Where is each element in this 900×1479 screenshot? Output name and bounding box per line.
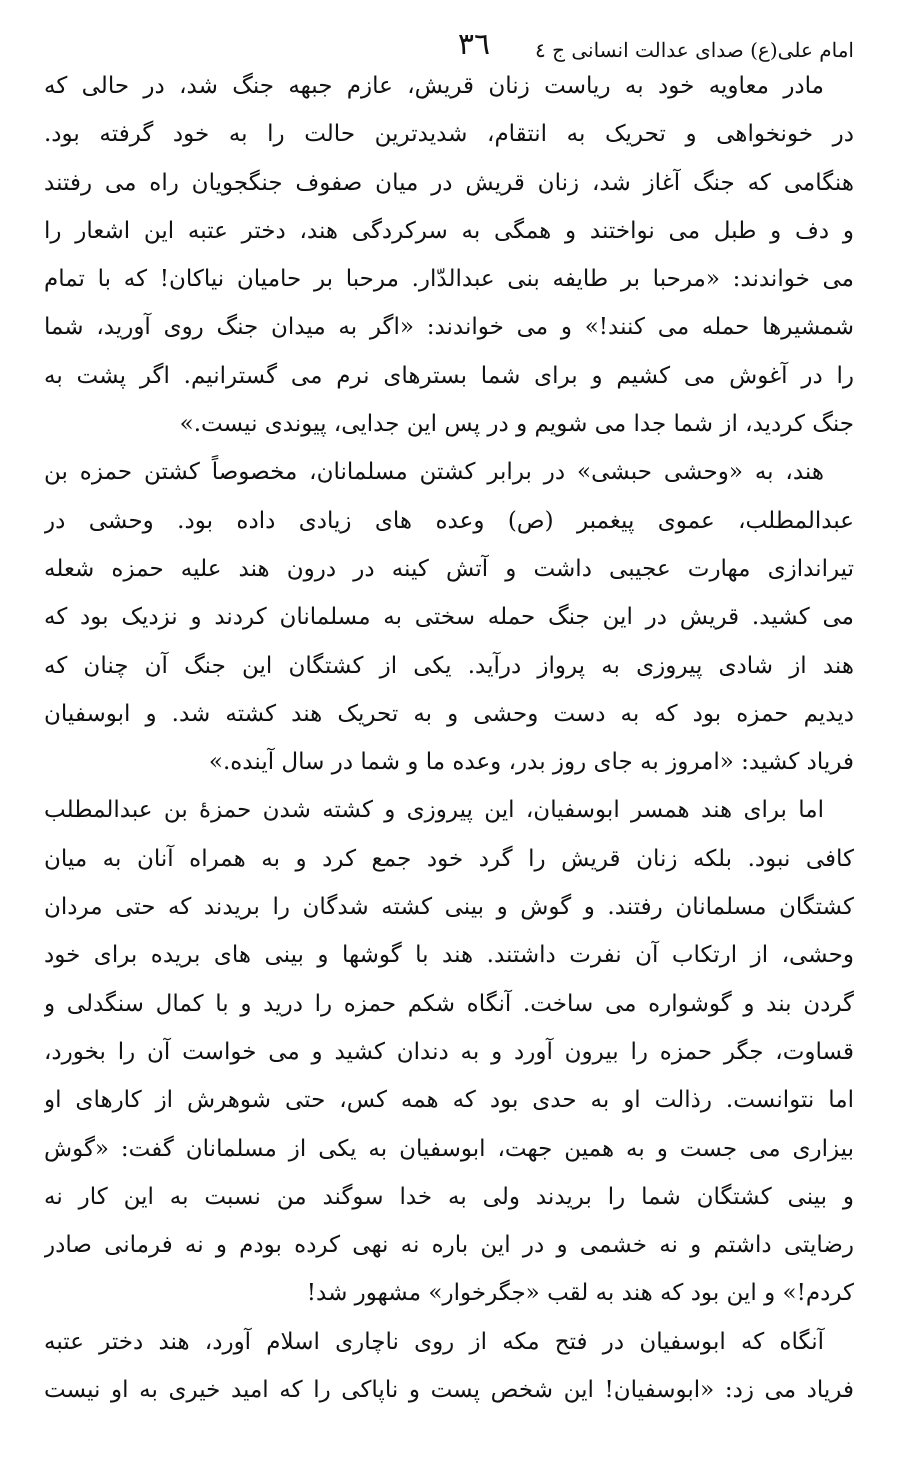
text-line: هند از شادی پیروزی به پرواز درآید. یکی از کشتگان این جنگ آن چنان که: [44, 652, 854, 679]
page-number: ٣٦: [457, 27, 491, 62]
text-line: آنگاه که ابوسفیان در فتح مکه از روی ناچاری اسلام آورد، هند دختر عتبه: [44, 1328, 824, 1355]
text-line: کافی نبود. بلکه زنان قریش را گرد خود جمع کرد و به همراه آنان به میان: [44, 845, 854, 872]
text-line: کردم!» و این بود که هند به لقب «جگرخوار» مشهور شد!: [306, 1280, 854, 1307]
text-line: عبدالمطلب، عموی پیغمبر (ص) وعده های زیادی داده بود. وحشی در: [44, 507, 854, 534]
text-line: گردن بند و گوشواره می ساخت. آنگاه شکم حمزه را درید و با کمال سنگدلی و: [44, 990, 854, 1017]
text-line: فریاد کشید: «امروز به جای روز بدر، وعده ما و شما در سال آینده.»: [208, 749, 854, 776]
text-line: می کشید. قریش در این جنگ حمله سختی به مسلمانان کردند و نزدیک بود که: [44, 604, 854, 631]
text-line: و بینی کشتگان شما را بریدند ولی به خدا سوگند من نسبت به این کار نه: [44, 1183, 854, 1210]
text-line: وحشی، از ارتکاب آن نفرت داشتند. هند با گوشها و بینی های بریده برای خود: [44, 942, 854, 969]
text-line: هند، به «وحشی حبشی» در برابر کشتن مسلمانان، مخصوصاً کشتن حمزه بن: [44, 459, 824, 486]
text-line: رضایتی داشتم و نه خشمی و در این باره نه نهی کرده بودم و نه فرمانی صادر: [44, 1232, 854, 1259]
text-line: اما نتوانست. رذالت او به حدی بود که همه کس، حتی شوهرش از کارهای او: [44, 1087, 854, 1114]
text-line: را در آغوش می کشیم و برای شما بسترهای نرم می گسترانیم. اگر پشت به: [44, 362, 854, 389]
text-line: و دف و طبل می نواختند و همگی به سرکردگی هند، دختر عتبه این اشعار را: [44, 217, 854, 244]
text-line: مادر معاویه خود به ریاست زنان قریش، عازم جبهه جنگ شد، در حالی که: [44, 73, 824, 99]
text-line: هنگامی که جنگ آغاز شد، زنان قریش در میان صفوف جنگجویان راه می رفتند: [44, 169, 854, 196]
text-line: در خونخواهی و تحریک به انتقام، شدیدترین حالت را به خود گرفته بود.: [44, 121, 854, 148]
text-line: کشتگان مسلمانان رفتند. و گوش و بینی کشته شدگان را بریدند که حتی مردان: [44, 894, 854, 921]
text-line: تیراندازی مهارت عجیبی داشت و آتش کینه در درون هند علیه حمزه شعله: [44, 555, 854, 582]
body-text: [44, 62, 854, 1414]
text-line: جنگ کردید، از شما جدا می شویم و در پس این جدایی، پیوندی نیست.»: [179, 411, 854, 438]
page-header: [44, 0, 854, 62]
text-line: دیدیم حمزه بود که به دست وحشی و به تحریک هند کشته شد. و ابوسفیان: [44, 700, 854, 727]
running-title: امام علی(ع) صدای عدالت انسانی ج ٤: [534, 38, 854, 62]
text-line: قساوت، جگر حمزه را بیرون آورد و به دندان کشید و می خواست آن را بخورد،: [44, 1038, 854, 1065]
text-line: اما برای هند همسر ابوسفیان، این پیروزی و کشته شدن حمزهٔ بن عبدالمطلب: [44, 797, 824, 824]
text-line: بیزاری می جست و به همین جهت، ابوسفیان به یکی از مسلمانان گفت: «گوش: [44, 1135, 854, 1162]
text-line: شمشیرها حمله می کنند!» و می خواندند: «اگر به میدان جنگ روی آورید، شما: [44, 314, 854, 341]
text-line: فریاد می زد: «ابوسفیان! این شخص پست و ناپاکی را که امید خیری به او نیست: [44, 1377, 854, 1404]
text-line: می خواندند: «مرحبا بر طایفه بنی عبدالدّار. مرحبا بر حامیان نیاکان! که با تمام: [44, 266, 854, 293]
